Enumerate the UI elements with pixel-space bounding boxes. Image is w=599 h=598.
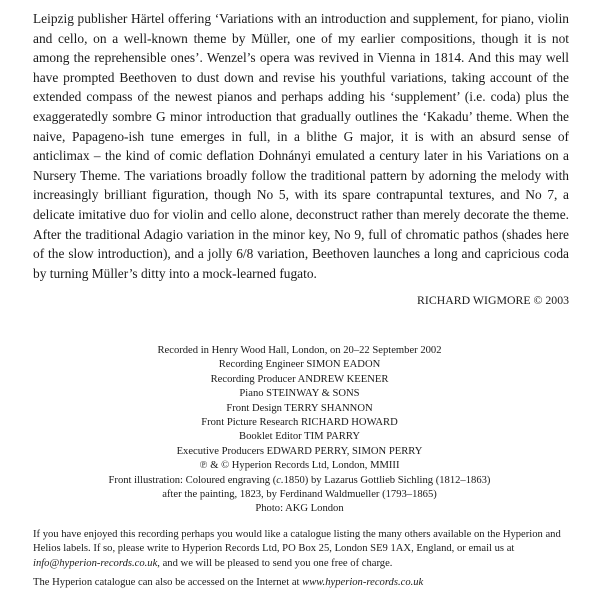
credit-recorded: Recorded in Henry Wood Hall, London, on 20–22 September 2002	[157, 345, 442, 356]
internet-text: The Hyperion catalogue can also be accessed on the Internet at	[33, 577, 303, 588]
catalogue-text-end: , and we will be pleased to send you one free of charge.	[157, 557, 393, 569]
catalogue-text: If you have enjoyed this recording perhaps you would like a catalogue listing the many others available on the Hyperion and Helios labels. If so, please write to Hyperion Records Ltd, PO Box 25, London SE9 1AX, England, or email us at	[33, 529, 561, 555]
illustration-line-1	[0, 474, 599, 488]
author-signature: RICHARD WIGMORE © 2003	[417, 293, 569, 307]
essay-paragraph: Leipzig publisher Härtel offering ‘Variations with an introduction and supplement, for piano, violin and cello, on a well-known theme by Müller, one of my earlier compositions, though it is not among the reprehensible ones’. Wenzel’s opera was revived in Vienna in 1814. And this may well have prompted Beethoven to dust down and revise his youthful variations, taking account of the extended compass of the newest pianos and perhaps adding his ‘supplement’ (i.e. coda) plus the exaggeratedly sombre G minor introduction that gradually outlines the ‘Kakadu’ theme. When the naive, Papageno-ish tune emerges in full, in a blithe G major, it is with an absurd sense of anticlimax – the kind of comic deflation Dohnányi emulated a century later in his Variations on a Nursery Theme. The variations broadly follow the traditional pattern by adorning the melody with increasingly brilliant figuration, though No 5, with its spare contrapuntal textures, and No 7, a delicate imitative duo for violin and cello alone, deconstruct rather than merely decorate the theme. After the traditional Adagio variation in the minor key, No 9, full of chromatic pathos (shades here of the slow introduction), and a jolly 6/8 variation, Beethoven launches a long and capricious coda by turning Müller’s ditty into a mock-learned fugato.	[33, 11, 569, 281]
credit-piano: Piano STEINWAY & SONS	[239, 388, 360, 400]
illustration-line-3: Photo: AKG London	[255, 503, 344, 515]
credit-editor: Booklet Editor TIM PARRY	[239, 431, 360, 443]
credit-research: Front Picture Research RICHARD HOWARD	[201, 417, 398, 429]
catalogue-request	[33, 528, 573, 571]
catalogue-email-link[interactable]: info@hyperion-records.co.uk	[33, 557, 158, 569]
credit-executive: Executive Producers EDWARD PERRY, SIMON PERRY	[176, 445, 423, 457]
internet-note	[33, 576, 573, 590]
catalogue-website-link[interactable]: www.hyperion-records.co.uk	[302, 577, 424, 588]
credit-engineer: Recording Engineer SIMON EADON	[218, 359, 381, 371]
credit-producer: Recording Producer ANDREW KEENER	[210, 373, 389, 385]
credit-design: Front Design TERRY SHANNON	[226, 402, 373, 414]
recording-credits	[0, 344, 599, 474]
credit-copyright: ℗ & © Hyperion Records Ltd, London, MMIII	[199, 460, 400, 472]
illustration-line-2: after the painting, 1823, by Ferdinand Waldmueller (1793–1865)	[162, 489, 437, 500]
illustration-line-1-end: 1850) by Lazarus Gottlieb Sichling (1812–1863)	[283, 475, 491, 486]
illustration-line-1-start: Front illustration: Coloured engraving (	[108, 475, 277, 486]
illustration-lines	[0, 488, 599, 517]
illustration-circa: c.	[276, 475, 284, 486]
